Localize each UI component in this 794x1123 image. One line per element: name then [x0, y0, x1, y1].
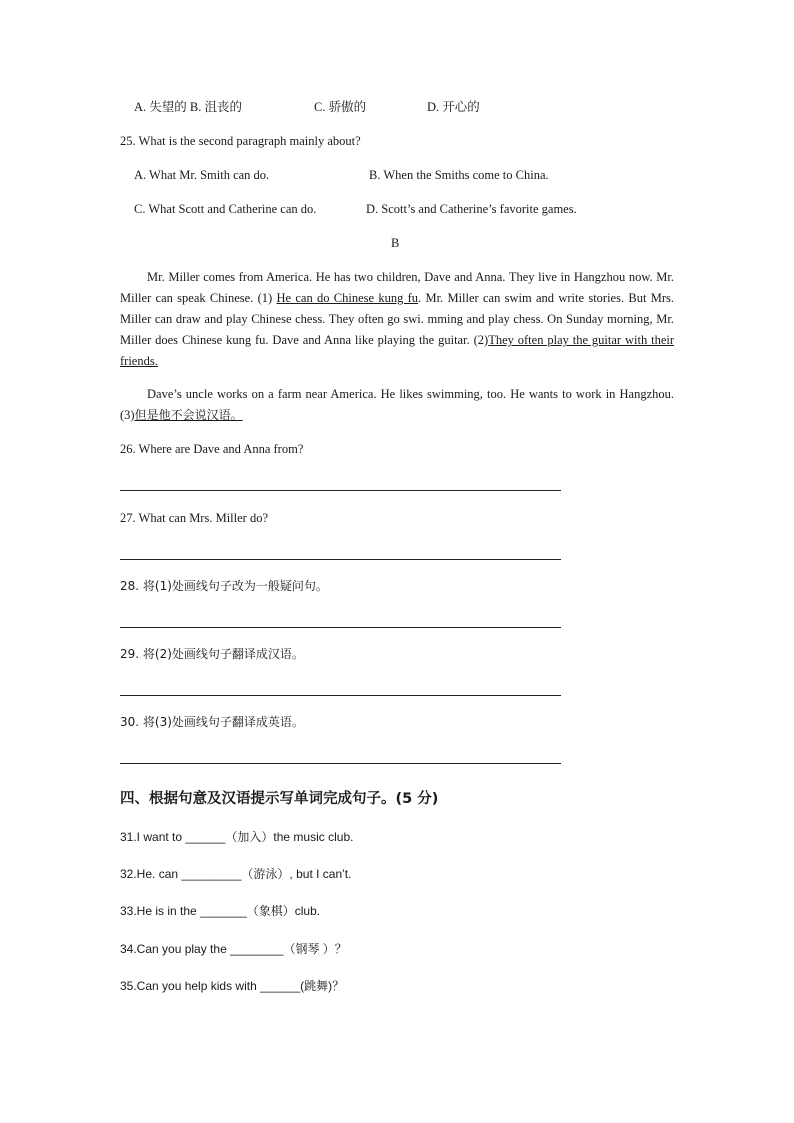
passage-text: Mr. Miller comes from America. He has two children, Dave and Anna. They live in Hangzhou now. Mr. Miller can speak Chinese. (1) — [120, 270, 674, 305]
underlined-sentence-3: 但是他不会说汉语。 — [134, 408, 243, 422]
passage-text: Dave’s uncle works on a farm near America. He likes swimming, too. He wants to work in Hangzhou. (3) — [120, 387, 674, 422]
answer-line-30[interactable] — [120, 763, 561, 764]
q24-option-ab: A. 失望的 B. 沮丧的 — [134, 100, 242, 114]
passage-text: . Mr. Miller can swim and write stories. But Mrs. Miller can draw and play Chinese chess. They often go swi. mming and play chess. On Sunday morning, Mr. Miller does Chinese kung fu. Dave and Anna like playing the guitar. (2) — [120, 291, 674, 347]
q25-question: 25. What is the second paragraph mainly about? — [120, 134, 361, 148]
q24-option-d: D. 开心的 — [427, 100, 480, 114]
question-27: 27. What can Mrs. Miller do? — [120, 511, 268, 525]
question-28: 28. 将(1)处画线句子改为一般疑问句。 — [120, 579, 328, 593]
q25-option-a: A. What Mr. Smith can do. — [134, 168, 270, 182]
question-29: 29. 将(2)处画线句子翻译成汉语。 — [120, 647, 304, 661]
answer-line-28[interactable] — [120, 627, 561, 628]
section-4-title: 四、根据句意及汉语提示写单词完成句子。(5 分) — [120, 791, 439, 807]
fill-item-31: 31.I want to ______（加入）the music club. — [120, 830, 354, 844]
fill-item-32: 32.He. can _________（游泳）, but I can’t. — [120, 867, 352, 881]
q24-option-c: C. 骄傲的 — [314, 100, 367, 114]
underlined-sentence-2: They often play the guitar with their friends. — [120, 333, 674, 368]
underlined-sentence-1: He can do Chinese kung fu — [276, 291, 419, 305]
section-b-label: B — [391, 236, 400, 250]
answer-line-26[interactable] — [120, 490, 561, 491]
passage-paragraph-2 — [120, 384, 674, 426]
question-30: 30. 将(3)处画线句子翻译成英语。 — [120, 715, 304, 729]
answer-line-29[interactable] — [120, 695, 561, 696]
q25-option-d: D. Scott’s and Catherine’s favorite games. — [366, 202, 577, 216]
fill-item-35: 35.Can you help kids with ______(跳舞)？ — [120, 979, 345, 993]
fill-item-34: 34.Can you play the ________（钢琴 ）？ — [120, 942, 347, 956]
passage-paragraph-1 — [120, 267, 674, 372]
q25-option-b: B. When the Smiths come to China. — [369, 168, 549, 182]
q25-option-c: C. What Scott and Catherine can do. — [134, 202, 317, 216]
fill-item-33: 33.He is in the _______（象棋）club. — [120, 904, 321, 918]
question-26: 26. Where are Dave and Anna from? — [120, 442, 304, 456]
answer-line-27[interactable] — [120, 559, 561, 560]
